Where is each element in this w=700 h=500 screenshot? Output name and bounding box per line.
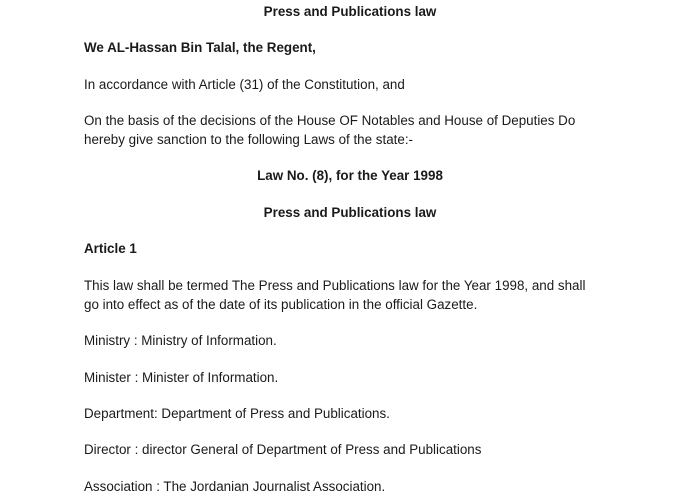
accordance-line: In accordance with Article (31) of the Constitution, and bbox=[84, 77, 405, 92]
definition-minister: Minister : Minister of Information. bbox=[84, 370, 279, 385]
law-title-heading: Press and Publications law bbox=[263, 205, 437, 220]
definition-ministry: Ministry : Ministry of Information. bbox=[84, 333, 277, 348]
definition-director: Director : director General of Department of Press and Publications bbox=[84, 442, 482, 457]
document-title: Press and Publications law bbox=[263, 4, 437, 19]
basis-paragraph bbox=[84, 111, 616, 149]
basis-paragraph-line-2: hereby give sanction to the following Laws of the state:- bbox=[84, 132, 414, 147]
regent-line: We AL-Hassan Bin Talal, the Regent, bbox=[84, 40, 316, 55]
definition-association: Association : The Jordanian Journalist Association. bbox=[84, 479, 386, 494]
law-number-heading: Law No. (8), for the Year 1998 bbox=[257, 168, 443, 183]
article-heading: Article 1 bbox=[84, 241, 137, 256]
basis-paragraph-line-1: On the basis of the decisions of the House OF Notables and House of Deputies Do bbox=[84, 113, 576, 128]
article-paragraph-line-1: This law shall be termed The Press and Publications law for the Year 1998, and shall bbox=[84, 278, 586, 293]
article-paragraph bbox=[84, 276, 616, 314]
article-paragraph-line-2: go into effect as of the date of its publication in the official Gazette. bbox=[84, 297, 478, 312]
definition-department: Department: Department of Press and Publications. bbox=[84, 406, 390, 421]
